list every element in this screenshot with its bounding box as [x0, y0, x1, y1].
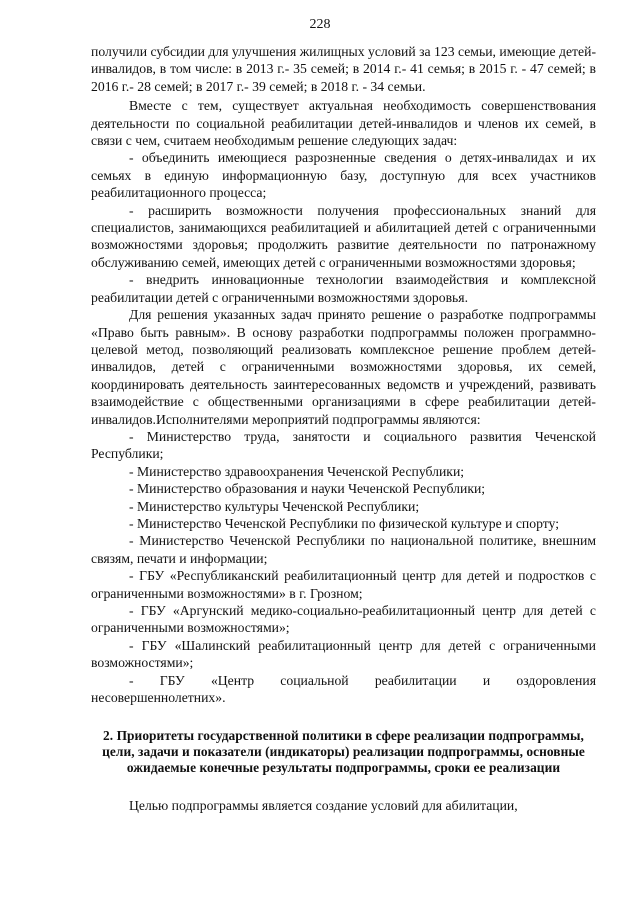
executor-item: - Министерство Чеченской Республики по национальной политике, внешним связям, печати и информации; [91, 533, 596, 566]
paragraph-necessity: Вместе с тем, существует актуальная необходимость совершенствования деятельности по социальной реабилитации детей-инвалидов и членов их семей, в связи с чем, считаем необходимым решение следующих задач: [91, 98, 596, 149]
executor-item: - Министерство здравоохранения Чеченской Республики; [129, 463, 465, 479]
executor-item: - ГБУ «Аргунский медико-социально-реабилитационный центр для детей с ограниченными возможностями»; [91, 603, 596, 636]
executor-item: - Министерство культуры Чеченской Республики; [129, 498, 420, 514]
document-body [91, 43, 596, 815]
page-number: 228 [309, 17, 331, 32]
executor-item: - ГБУ «Шалинский реабилитационный центр для детей с ограниченными возможностями»; [91, 637, 596, 671]
task-item-technologies: - внедрить инновационные технологии взаимодействия и комплексной реабилитации детей с ограниченными возможностями здоровья. [91, 272, 596, 305]
executor-item: - ГБУ «Республиканский реабилитационный центр для детей и подростков с ограниченными возможностями» в г. Грозном; [91, 568, 596, 601]
task-item-database: - объединить имеющиеся разрозненные сведения о детях-инвалидах и их семьях в единую информационную базу, доступную для всех участников реабилитационного процесса; [91, 150, 596, 201]
executor-item: - ГБУ «Центр социальной реабилитации и оздоровления несовершеннолетних». [91, 672, 596, 706]
paragraph-goal: Целью подпрограммы является создание условий для абилитации, [129, 798, 518, 814]
paragraph-subsidies: получили субсидии для улучшения жилищных условий за 123 семьи, имеющие детей-инвалидов, в том числе: в 2013 г.- 35 семей; в 2014 г.- 41 семья; в 2015 г. - 47 семей; в 2016 г.- 28 семей; в 2017 г.- 39 семей; в 2018 г. - 34 семьи. [91, 44, 596, 94]
executor-item: - Министерство образования и науки Чеченской Республики; [129, 481, 486, 497]
section-heading: 2. Приоритеты государственной политики в сфере реализации подпрограммы, цели, задачи и показатели (индикаторы) реализации подпрограммы, основные ожидаемые конечные результаты подпрограммы, сроки ее реализации [102, 728, 585, 775]
paragraph-subprogram: Для решения указанных задач принято решение о разработке подпрограммы «Право быть равным». В основу разработки подпрограммы положен программно-целевой метод, позволяющий реализовать комплексное решение проблем детей-инвалидов, детей с ограниченными возможностями здоровья, их семей, координировать деятельность заинтересованных ведомств и учреждений, развивать взаимодействие с общественными организациями в сфере реабилитации детей-инвалидов.Исполнителями мероприятий подпрограммы являются: [91, 307, 596, 427]
executors-list [91, 428, 596, 707]
executor-item: - Министерство труда, занятости и социального развития Чеченской Республики; [91, 428, 596, 462]
task-item-knowledge: - расширить возможности получения профессиональных знаний для специалистов, занимающихся реабилитацией и абилитацией детей с ограниченными возможностями здоровья; продолжить развитие деятельности по патронажному обслуживанию семей, имеющих детей с ограниченными возможностями здоровья; [91, 202, 596, 270]
executor-item: - Министерство Чеченской Республики по физической культуре и спорту; [129, 515, 560, 531]
